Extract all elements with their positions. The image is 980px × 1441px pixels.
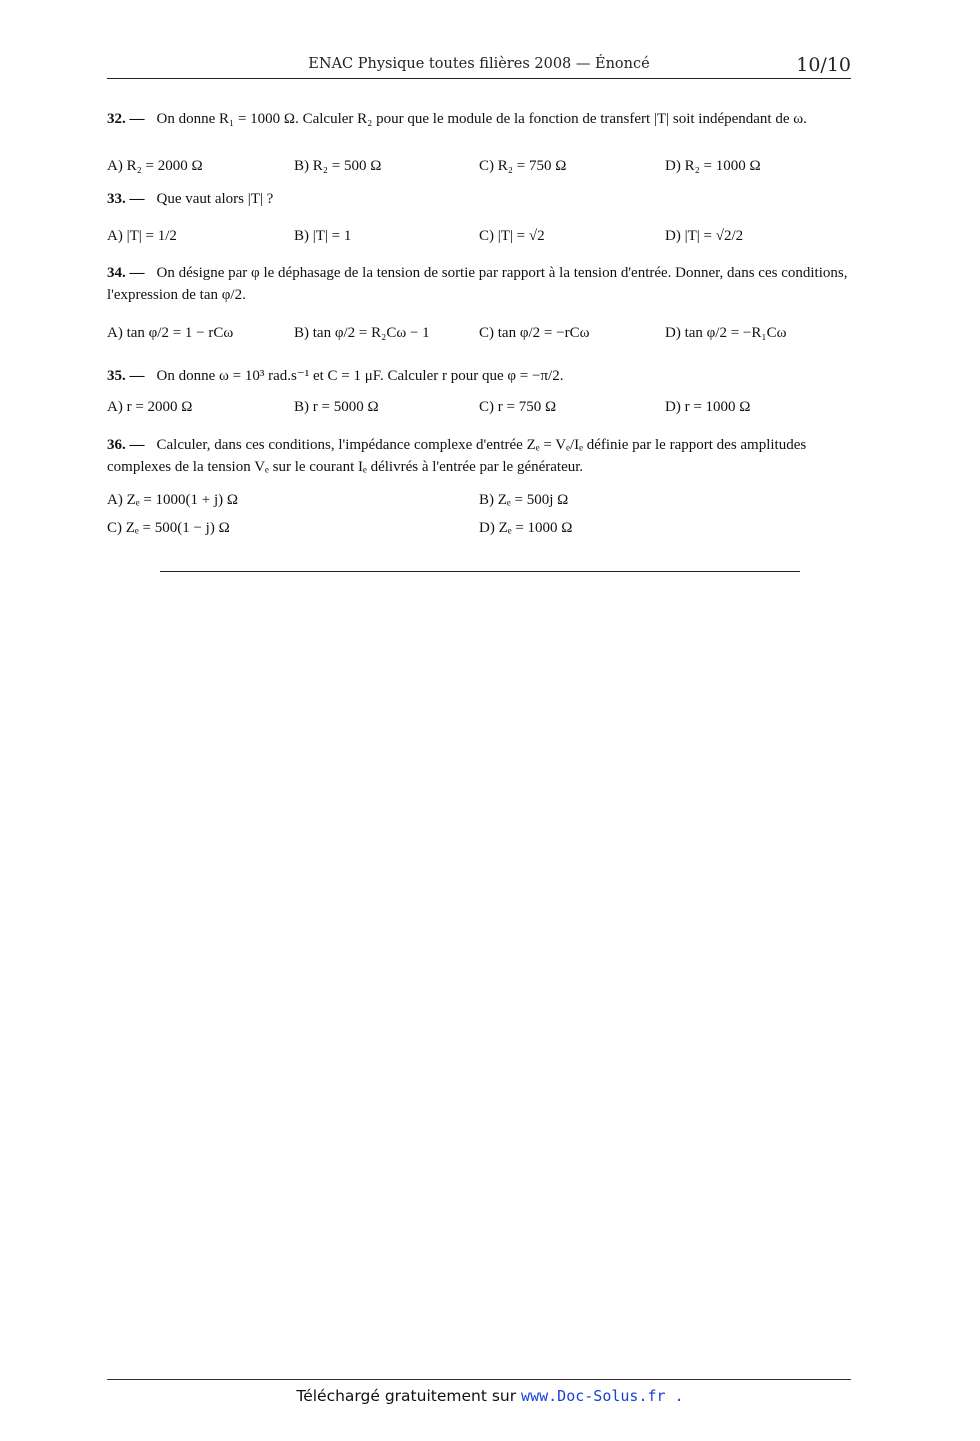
option-a: A) R₂ = 2000 Ω xyxy=(107,158,203,174)
options-32 xyxy=(107,154,851,180)
page-footer xyxy=(0,1387,980,1405)
option-b: B) |T| = 1 xyxy=(294,228,352,244)
option-c: C) r = 750 Ω xyxy=(479,399,557,415)
page-header xyxy=(107,54,851,79)
footer-suffix: . xyxy=(665,1387,684,1405)
option-a: A) |T| = 1/2 xyxy=(107,228,177,244)
options-36-row2 xyxy=(107,516,851,542)
options-34 xyxy=(107,321,851,347)
option-d: D) |T| = √2/2 xyxy=(665,228,744,244)
question-text: On donne R₁ = 1000 Ω. Calculer R₂ pour que le module de la fonction de transfert |T| soit indépendant de ω. xyxy=(156,111,807,127)
option-b: B) tan φ/2 = R₂Cω − 1 xyxy=(294,325,430,341)
option-d: D) r = 1000 Ω xyxy=(665,399,751,415)
question-number: 32. — xyxy=(107,111,145,127)
end-separator xyxy=(160,571,800,572)
question-text: On désigne par φ le déphasage de la tension de sortie par rapport à la tension d'entrée. Donner, dans ces conditions, l'expression de tan φ/2. xyxy=(107,265,848,303)
question-text: Que vaut alors |T| ? xyxy=(156,191,274,207)
option-a: A) r = 2000 Ω xyxy=(107,399,193,415)
option-d: D) R₂ = 1000 Ω xyxy=(665,158,761,174)
question-32 xyxy=(107,108,851,130)
option-c: C) R₂ = 750 Ω xyxy=(479,158,567,174)
question-number: 36. — xyxy=(107,437,145,453)
option-d: D) tan φ/2 = −R₁Cω xyxy=(665,325,787,341)
question-36 xyxy=(107,434,851,478)
option-b: B) R₂ = 500 Ω xyxy=(294,158,382,174)
question-text: On donne ω = 10³ rad.s⁻¹ et C = 1 μF. Calculer r pour que φ = −π/2. xyxy=(156,368,564,384)
option-b: B) Zₑ = 500j Ω xyxy=(479,492,569,508)
footer-link[interactable]: www.Doc-Solus.fr xyxy=(521,1387,666,1405)
footer-rule xyxy=(107,1379,851,1380)
question-text: Calculer, dans ces conditions, l'impédance complexe d'entrée Zₑ = Vₑ/Iₑ définie par le rapport des amplitudes complexes de la tension Vₑ sur le courant Iₑ délivrés à l'entrée par le générateur. xyxy=(107,437,807,475)
option-a: A) tan φ/2 = 1 − rCω xyxy=(107,325,234,341)
page-number: 10/10 xyxy=(796,54,851,76)
footer-text: Téléchargé gratuitement sur xyxy=(296,1387,517,1405)
question-34 xyxy=(107,262,851,306)
question-number: 34. — xyxy=(107,265,145,281)
option-a: A) Zₑ = 1000(1 + j) Ω xyxy=(107,492,239,508)
header-title: ENAC Physique toutes filières 2008 — Énoncé xyxy=(308,56,650,72)
options-33 xyxy=(107,224,851,250)
option-b: B) r = 5000 Ω xyxy=(294,399,379,415)
options-35 xyxy=(107,395,851,421)
option-c: C) Zₑ = 500(1 − j) Ω xyxy=(107,520,230,536)
option-d: D) Zₑ = 1000 Ω xyxy=(479,520,573,536)
question-33 xyxy=(107,188,851,210)
question-35 xyxy=(107,365,851,387)
question-number: 33. — xyxy=(107,191,145,207)
option-c: C) |T| = √2 xyxy=(479,228,545,244)
options-36-row1 xyxy=(107,488,851,514)
question-number: 35. — xyxy=(107,368,145,384)
option-c: C) tan φ/2 = −rCω xyxy=(479,325,590,341)
